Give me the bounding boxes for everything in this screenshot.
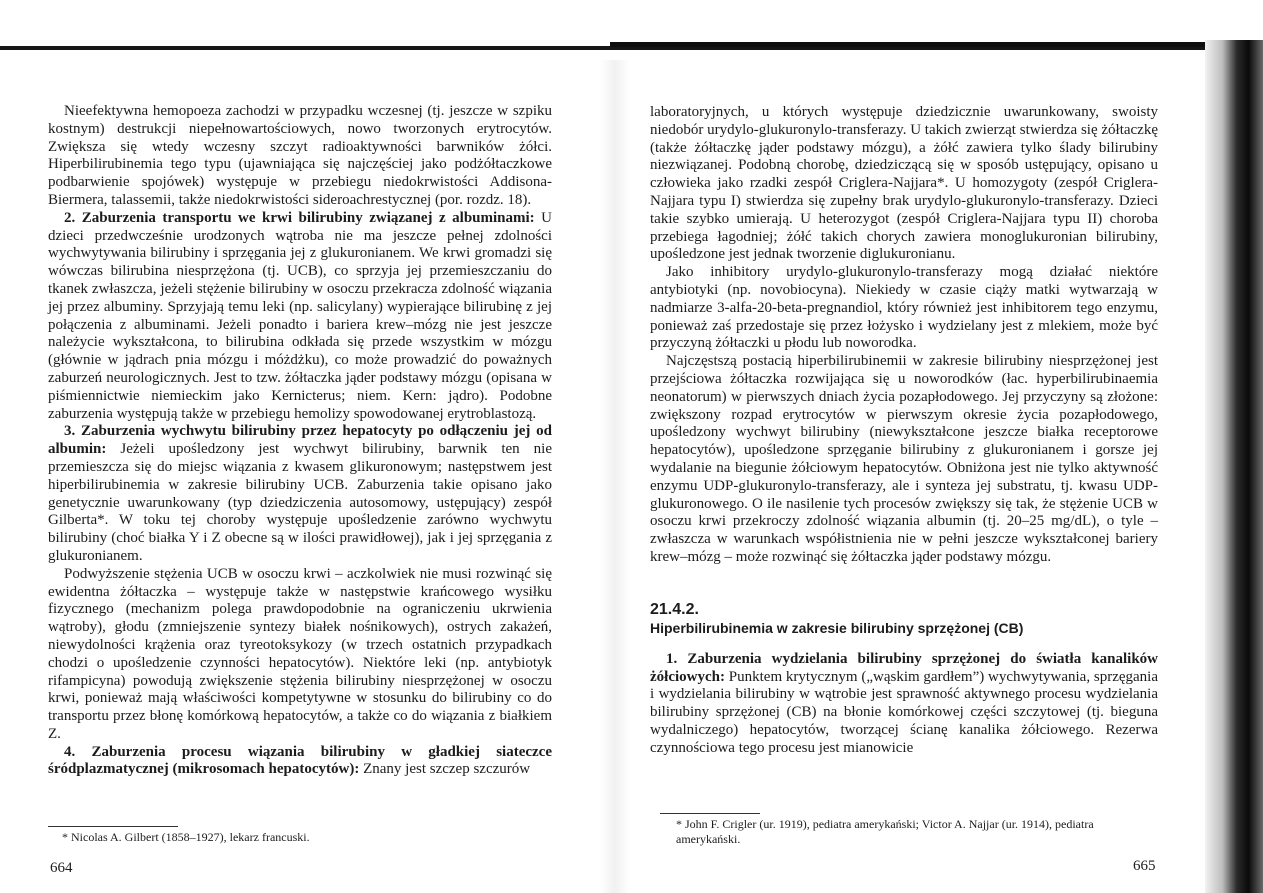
paragraph: Najczęstszą postacią hiperbilirubinemii w zakresie bilirubiny niesprzężonej jest przejściowa żółtaczka rozwijająca się u noworodków (łac. hyperbilirubinaemia neonatorum) w pierwszych dniach życia pozapłodowego. Jej przyczyny są złożone: zwiększony rozpad erytrocytów w pierwszym okresie życia pozapłodowego, upośledzony wychwyt bilirubiny (niewykształcone jeszcze białka receptorowe hepatocytów), upośledzone sprzęganie bilirubiny z glukuronianem i gorsze jej wydalanie na biegunie żółciowym hepatocytów. Obniżona jest nie tylko aktywność enzymu UDP-glukuronylo-transferazy, ale i synteza jej substratu, tj. kwasu UDP-glukuronowego. O ile nasilenie tych procesów zwiększy się tak, że stężenie UCB w osoczu krwi przekroczy zdolność wiązania albumin (tj. 20–25 mg/dL), o tyle – zwłaszcza w warunkach współistnienia nie w pełni jeszcze wykształconej bariery krew–mózg – może rozwinąć się żółtaczka jąder podstawy mózgu. — [650, 353, 1158, 565]
paragraph-heading: 2. Zaburzenia transportu we krwi bilirubiny związanej z albuminami: — [64, 209, 535, 226]
page-number: 665 — [1133, 858, 1156, 874]
scan-edge-line-right — [610, 42, 1210, 47]
page-edge-shadow — [1205, 40, 1263, 893]
paragraph: Podwyższenie stężenia UCB w osoczu krwi – aczkolwiek nie musi rozwinąć się ewidentna żółtaczka – występuje także w następstwie krańcowego wysiłku fizycznego (mechanizm polega prawdopodobnie na ograniczeniu ukrwienia wątroby), głodu (zmniejszenie syntezy białek nośnikowych), ostrych zakażeń, niewydolności krążenia oraz tyreotoksykozy (w trzech ostatnich przypadkach chodzi o upośledzenie czynności hepatocytów). Niektóre leki (np. antybiotyk rifampicyna) powodują zwiększenie stężenia bilirubiny niesprzężonej w osoczu krwi, ponieważ mają właściwości kompetytywne w stosunku do bilirubiny co do transportu przez błonę komórkową hepatocytów, a także co do wiązania z białkiem Z. — [48, 565, 552, 742]
section-number: 21.4.2. — [650, 600, 699, 618]
paragraph: 3. Zaburzenia wychwytu bilirubiny przez hepatocyty po odłączeniu jej od albumin: Jeżeli upośledzony jest wychwyt bilirubiny, barwnik ten nie przemieszcza się do miejsc wiązania z kwasem glikuronowym; następstwem jest hiperbilirubinemia w zakresie bilirubiny UCB. Zaburzenia takie opisano jako genetycznie uwarunkowany (typ dziedziczenia autosomowy, ustępujący) zespół Gilberta*. W toku tej choroby występuje upośledzenie zarówno wychwytu bilirubiny (choć białka Y i Z obecne są w ilości prawidłowej), jak i jej sprzęgania z glukuronianem. — [48, 423, 552, 564]
left-page — [48, 103, 552, 779]
paragraph: 1. Zaburzenia wydzielania bilirubiny sprzężonej do światła kanalików żółciowych: Punktem krytycznym („wąskim gardłem”) wychwytywania, sprzęgania i wydzielania bilirubiny w wątrobie jest sprawność aktywnego procesu wydzielania bilirubiny sprzężonej (CB) na błonie komórkowej części szczytowej (tj. bieguna wydalniczego) hepatocytów, tworzącej ścianę kanalika żółciowego. Rezerwa czynnościowa tego procesu jest mianowicie — [650, 650, 1158, 756]
footnote-rule — [660, 813, 760, 814]
book-gutter — [600, 60, 630, 893]
section-title: Hiperbilirubinemia w zakresie bilirubiny sprzężonej (CB) — [650, 619, 1024, 636]
right-page — [650, 104, 1158, 758]
paragraph: Nieefektywna hemopoeza zachodzi w przypadku wczesnej (tj. jeszcze w szpiku kostnym) destrukcji niepełnowartościowych, nowo tworzonych erytrocytów. Zwiększa się wtedy wczesny szczyt radioaktywności barwników żółci. Hiperbilirubinemia tego typu (ujawniająca się najczęściej jako podżółtaczkowe podbarwienie spojówek) występuje w przebiegu niedokrwistości Addisona-Biermera, talassemii, także niedokrwistości sideroachrestycznej (por. rozdz. 18). — [48, 103, 552, 208]
paragraph-heading: 3. Zaburzenia wychwytu bilirubiny przez hepatocyty po odłączeniu jej od albumin: — [48, 423, 552, 458]
footnote-rule — [48, 826, 178, 827]
paragraph: 2. Zaburzenia transportu we krwi bilirubiny związanej z albuminami: U dzieci przedwcześnie urodzonych wątroba nie ma jeszcze pełnej zdolności wychwytywania bilirubiny i sprzęgania jej z glukuronianem. We krwi gromadzi się wówczas bilirubina niesprzężona (tj. UCB), co sprzyja jej przemieszczaniu do tkanek zwłaszcza, jeżeli stężenie bilirubiny w osoczu przekracza zdolność wiązania jej przez albuminy. Sprzyjają temu leki (np. salicylany) wypierające bilirubinę z jej połączenia z albuminami. Jeżeli ponadto i bariera krew–mózg nie jest jeszcze należycie wykształcona, to bilirubina odkłada się przede wszystkim w mózgu (głównie w jądrach pnia mózgu i móżdżku), co może prowadzić do poważnych zaburzeń neurologicznych. Jest to tzw. żółtaczka jąder podstawy mózgu (opisana w piśmiennictwie niemieckim jako Kernicterus; niem. Kern: jądro). Podobne zaburzenia występują także w przebiegu hemolizy spowodowanej erytroblastozą. — [48, 209, 552, 422]
paragraph-heading: 1. Zaburzenia wydzielania bilirubiny sprzężonej do światła kanalików żółciowych: — [650, 650, 1158, 685]
page-number: 664 — [50, 860, 73, 876]
paragraph: 4. Zaburzenia procesu wiązania bilirubiny w gładkiej siateczce śródplazmatycznej (mikrosomach hepatocytów): Znany jest szczep szczurów — [48, 743, 552, 778]
paragraph: Jako inhibitory urydylo-glukuronylo-transferazy mogą działać niektóre antybiotyki (np. novobiocyna). Niekiedy w czasie ciąży matki wytwarzają w nadmiarze 3-alfa-20-beta-pregnandiol, który również jest inhibitorem tego enzymu, ponieważ zaś przedostaje się przez łożysko i wydzielany jest z mlekiem, może być przyczyną żółtaczki u płodu lub noworodka. — [650, 264, 1158, 352]
footnote: * Nicolas A. Gilbert (1858–1927), lekarz francuski. — [62, 830, 310, 844]
section-heading — [650, 601, 1158, 637]
footnote: * John F. Crigler (ur. 1919), pediatra amerykański; Victor A. Najjar (ur. 1914), pediatra amerykański. — [676, 817, 1094, 846]
paragraph: laboratoryjnych, u których występuje dziedzicznie uwarunkowany, swoisty niedobór urydylo-glukuronylo-transferazy. U takich zwierząt stwierdza się żółtaczkę (także żółtaczkę jąder podstawy mózgu), a żółć zawiera tylko ślady bilirubiny niezwiązanej. Podobną chorobę, dziedziczącą się w sposób ustępujący, opisano u człowieka jako rzadki zespół Criglera-Najjara*. U homozygoty (zespół Criglera-Najjara typu I) stwierdza się zupełny brak urydylo-glukuronylo-transferazy. Dzieci takie szybko umierają. U heterozygot (zespół Criglera-Najjara typu II) choroba przebiega łagodniej; żółć takich chorych zawiera monoglukuronian bilirubiny, upośledzone jest jednak tworzenie diglukuronianu. — [650, 104, 1158, 263]
paragraph-heading: 4. Zaburzenia procesu wiązania bilirubiny w gładkiej siateczce śródplazmatycznej (mikrosomach hepatocytów): — [48, 743, 552, 778]
